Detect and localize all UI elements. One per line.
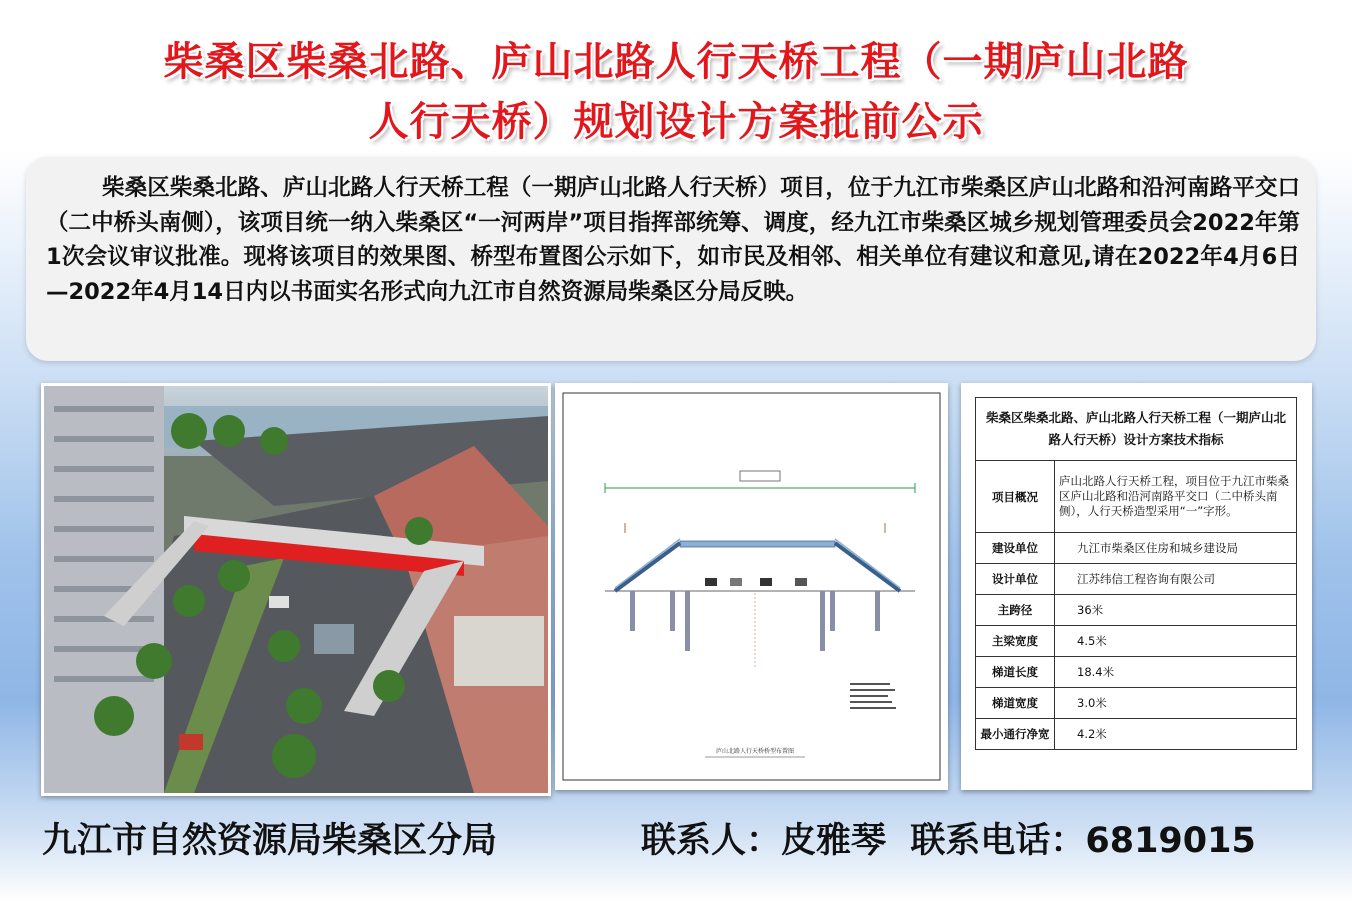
spec-label: 最小通行净宽 [976, 719, 1055, 750]
intro-box [26, 157, 1316, 361]
bridge-rendering-image [41, 383, 551, 796]
intro-text: 柴桑区柴桑北路、庐山北路人行天桥工程（一期庐山北路人行天桥）项目，位于九江市柴桑区庐山北路和沿河南路平交口（二中桥头南侧），该项目统一纳入柴桑区“一河两岸”项目指挥部统筹、调度，经九江市柴桑区城乡规划管理委员会2022年第1次会议审议批准。现将该项目的效果图、桥型布置图公示如下，如市民及相邻、相关单位有建议和意见,请在2022年4月6日—2022年4月14日内以书面实名形式向九江市自然资源局柴桑区分局反映。 [46, 175, 1300, 305]
spec-value: 4.5米 [1055, 626, 1297, 657]
footer-agency: 九江市自然资源局柴桑区分局 [42, 821, 498, 861]
page-title-line-2: 人行天桥）规划设计方案批前公示 [368, 98, 984, 145]
spec-label: 建设单位 [976, 533, 1055, 564]
spec-label: 设计单位 [976, 564, 1055, 595]
spec-value: 36米 [1055, 595, 1297, 626]
spec-value: 18.4米 [1055, 657, 1297, 688]
spec-value: 江苏纬信工程咨询有限公司 [1055, 564, 1297, 595]
spec-value: 九江市柴桑区住房和城乡建设局 [1055, 533, 1297, 564]
spec-label: 梯道长度 [976, 657, 1055, 688]
page-title-line-1: 柴桑区柴桑北路、庐山北路人行天桥工程（一期庐山北路 [163, 38, 1189, 85]
spec-table-panel [961, 383, 1312, 790]
spec-label: 主跨径 [976, 595, 1055, 626]
spec-value: 3.0米 [1055, 688, 1297, 719]
footer-contact: 联系人：皮雅琴 联系电话：6819015 [641, 821, 1256, 861]
drawing-caption: 庐山北路人行天桥桥型布置图 [715, 748, 795, 755]
spec-table [975, 397, 1297, 750]
spec-label: 项目概况 [976, 461, 1055, 533]
spec-table-heading: 柴桑区柴桑北路、庐山北路人行天桥工程（一期庐山北路人行天桥）设计方案技术指标 [976, 398, 1297, 461]
spec-value: 庐山北路人行天桥工程，项目位于九江市柴桑区庐山北路和沿河南路平交口（二中桥头南侧），人行天桥造型采用“一”字形。 [1055, 461, 1297, 533]
spec-label: 梯道宽度 [976, 688, 1055, 719]
spec-label: 主梁宽度 [976, 626, 1055, 657]
bridge-layout-drawing [555, 383, 948, 790]
spec-value: 4.2米 [1055, 719, 1297, 750]
